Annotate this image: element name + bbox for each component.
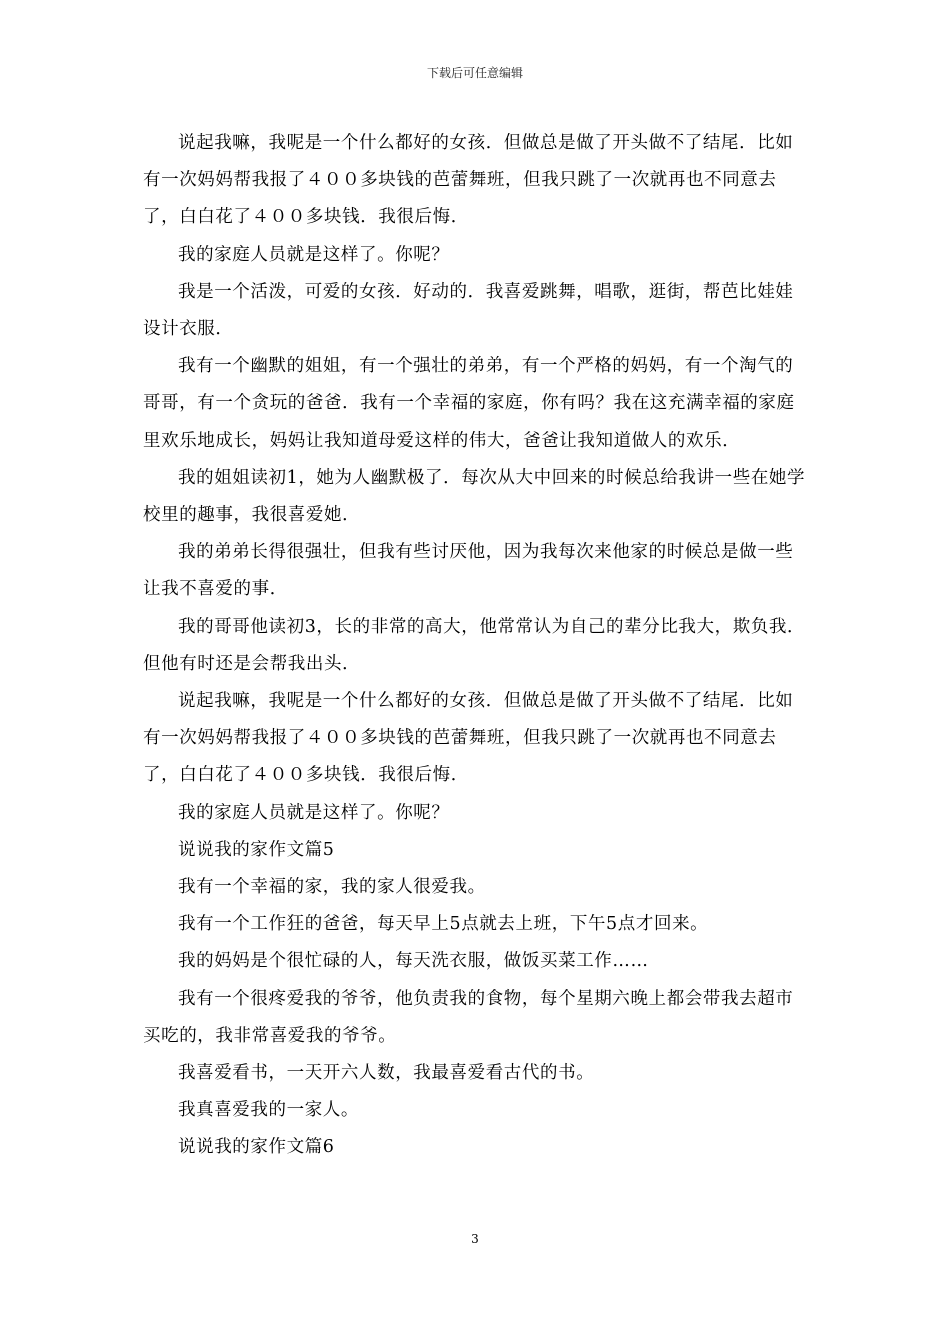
paragraph: 我是一个活泼，可爱的女孩．好动的．我喜爱跳舞，唱歌，逛街，帮芭比娃娃设计衣服． bbox=[143, 281, 794, 340]
paragraph: 我的家庭人员就是这样了。你呢？ bbox=[178, 244, 450, 265]
paragraph: 说起我嘛，我呢是一个什么都好的女孩．但做总是做了开头做不了结尾．比如有一次妈妈帮我报了４００多块钱的芭蕾舞班，但我只跳了一次就再也不同意去了，白白花了４００多块钱．我很后悔． bbox=[143, 691, 794, 786]
document-body bbox=[143, 125, 808, 1167]
paragraph: 我的弟弟长得很强壮，但我有些讨厌他，因为我每次来他家的时候总是做一些让我不喜爱的事． bbox=[143, 542, 794, 600]
paragraph: 我的哥哥他读初3，长的非常的高大，他常常认为自己的辈分比我大，欺负我．但他有时还是会帮我出头． bbox=[143, 616, 806, 674]
page-number: 3 bbox=[471, 1232, 479, 1246]
paragraph: 我的妈妈是个很忙碌的人，每天洗衣服，做饭买菜工作…… bbox=[178, 951, 649, 972]
paragraph: 我的姐姐读初1，她为人幽默极了．每次从大中回来的时候总给我讲一些在她学校里的趣事，我很喜爱她． bbox=[143, 467, 806, 526]
paragraph: 我喜爱看书，一天开六人数，我最喜爱看古代的书。 bbox=[178, 1063, 595, 1084]
section-heading: 说说我的家作文篇5 bbox=[178, 839, 335, 860]
paragraph: 我有一个幸福的家，我的家人很爱我。 bbox=[178, 877, 486, 898]
page-header: 下载后可任意编辑 bbox=[426, 66, 523, 80]
section-heading: 说说我的家作文篇6 bbox=[178, 1137, 335, 1158]
paragraph: 我的家庭人员就是这样了。你呢？ bbox=[178, 802, 450, 823]
paragraph: 说起我嘛，我呢是一个什么都好的女孩．但做总是做了开头做不了结尾．比如有一次妈妈帮我报了４００多块钱的芭蕾舞班，但我只跳了一次就再也不同意去了，白白花了４００多块钱．我很后悔． bbox=[143, 133, 794, 228]
paragraph: 我有一个工作狂的爸爸，每天早上5点就去上班，下午5点才回来。 bbox=[178, 914, 709, 935]
paragraph: 我真喜爱我的一家人。 bbox=[178, 1100, 359, 1121]
paragraph: 我有一个幽默的姐姐，有一个强壮的弟弟，有一个严格的妈妈，有一个淘气的哥哥，有一个贪玩的爸爸．我有一个幸福的家庭，你有吗？我在这充满幸福的家庭里欢乐地成长，妈妈让我知道母爱这样的伟大，爸爸让我知道做人的欢乐． bbox=[143, 356, 795, 451]
paragraph: 我有一个很疼爱我的爷爷，他负责我的食物，每个星期六晚上都会带我去超市买吃的，我非常喜爱我的爷爷。 bbox=[143, 988, 794, 1046]
